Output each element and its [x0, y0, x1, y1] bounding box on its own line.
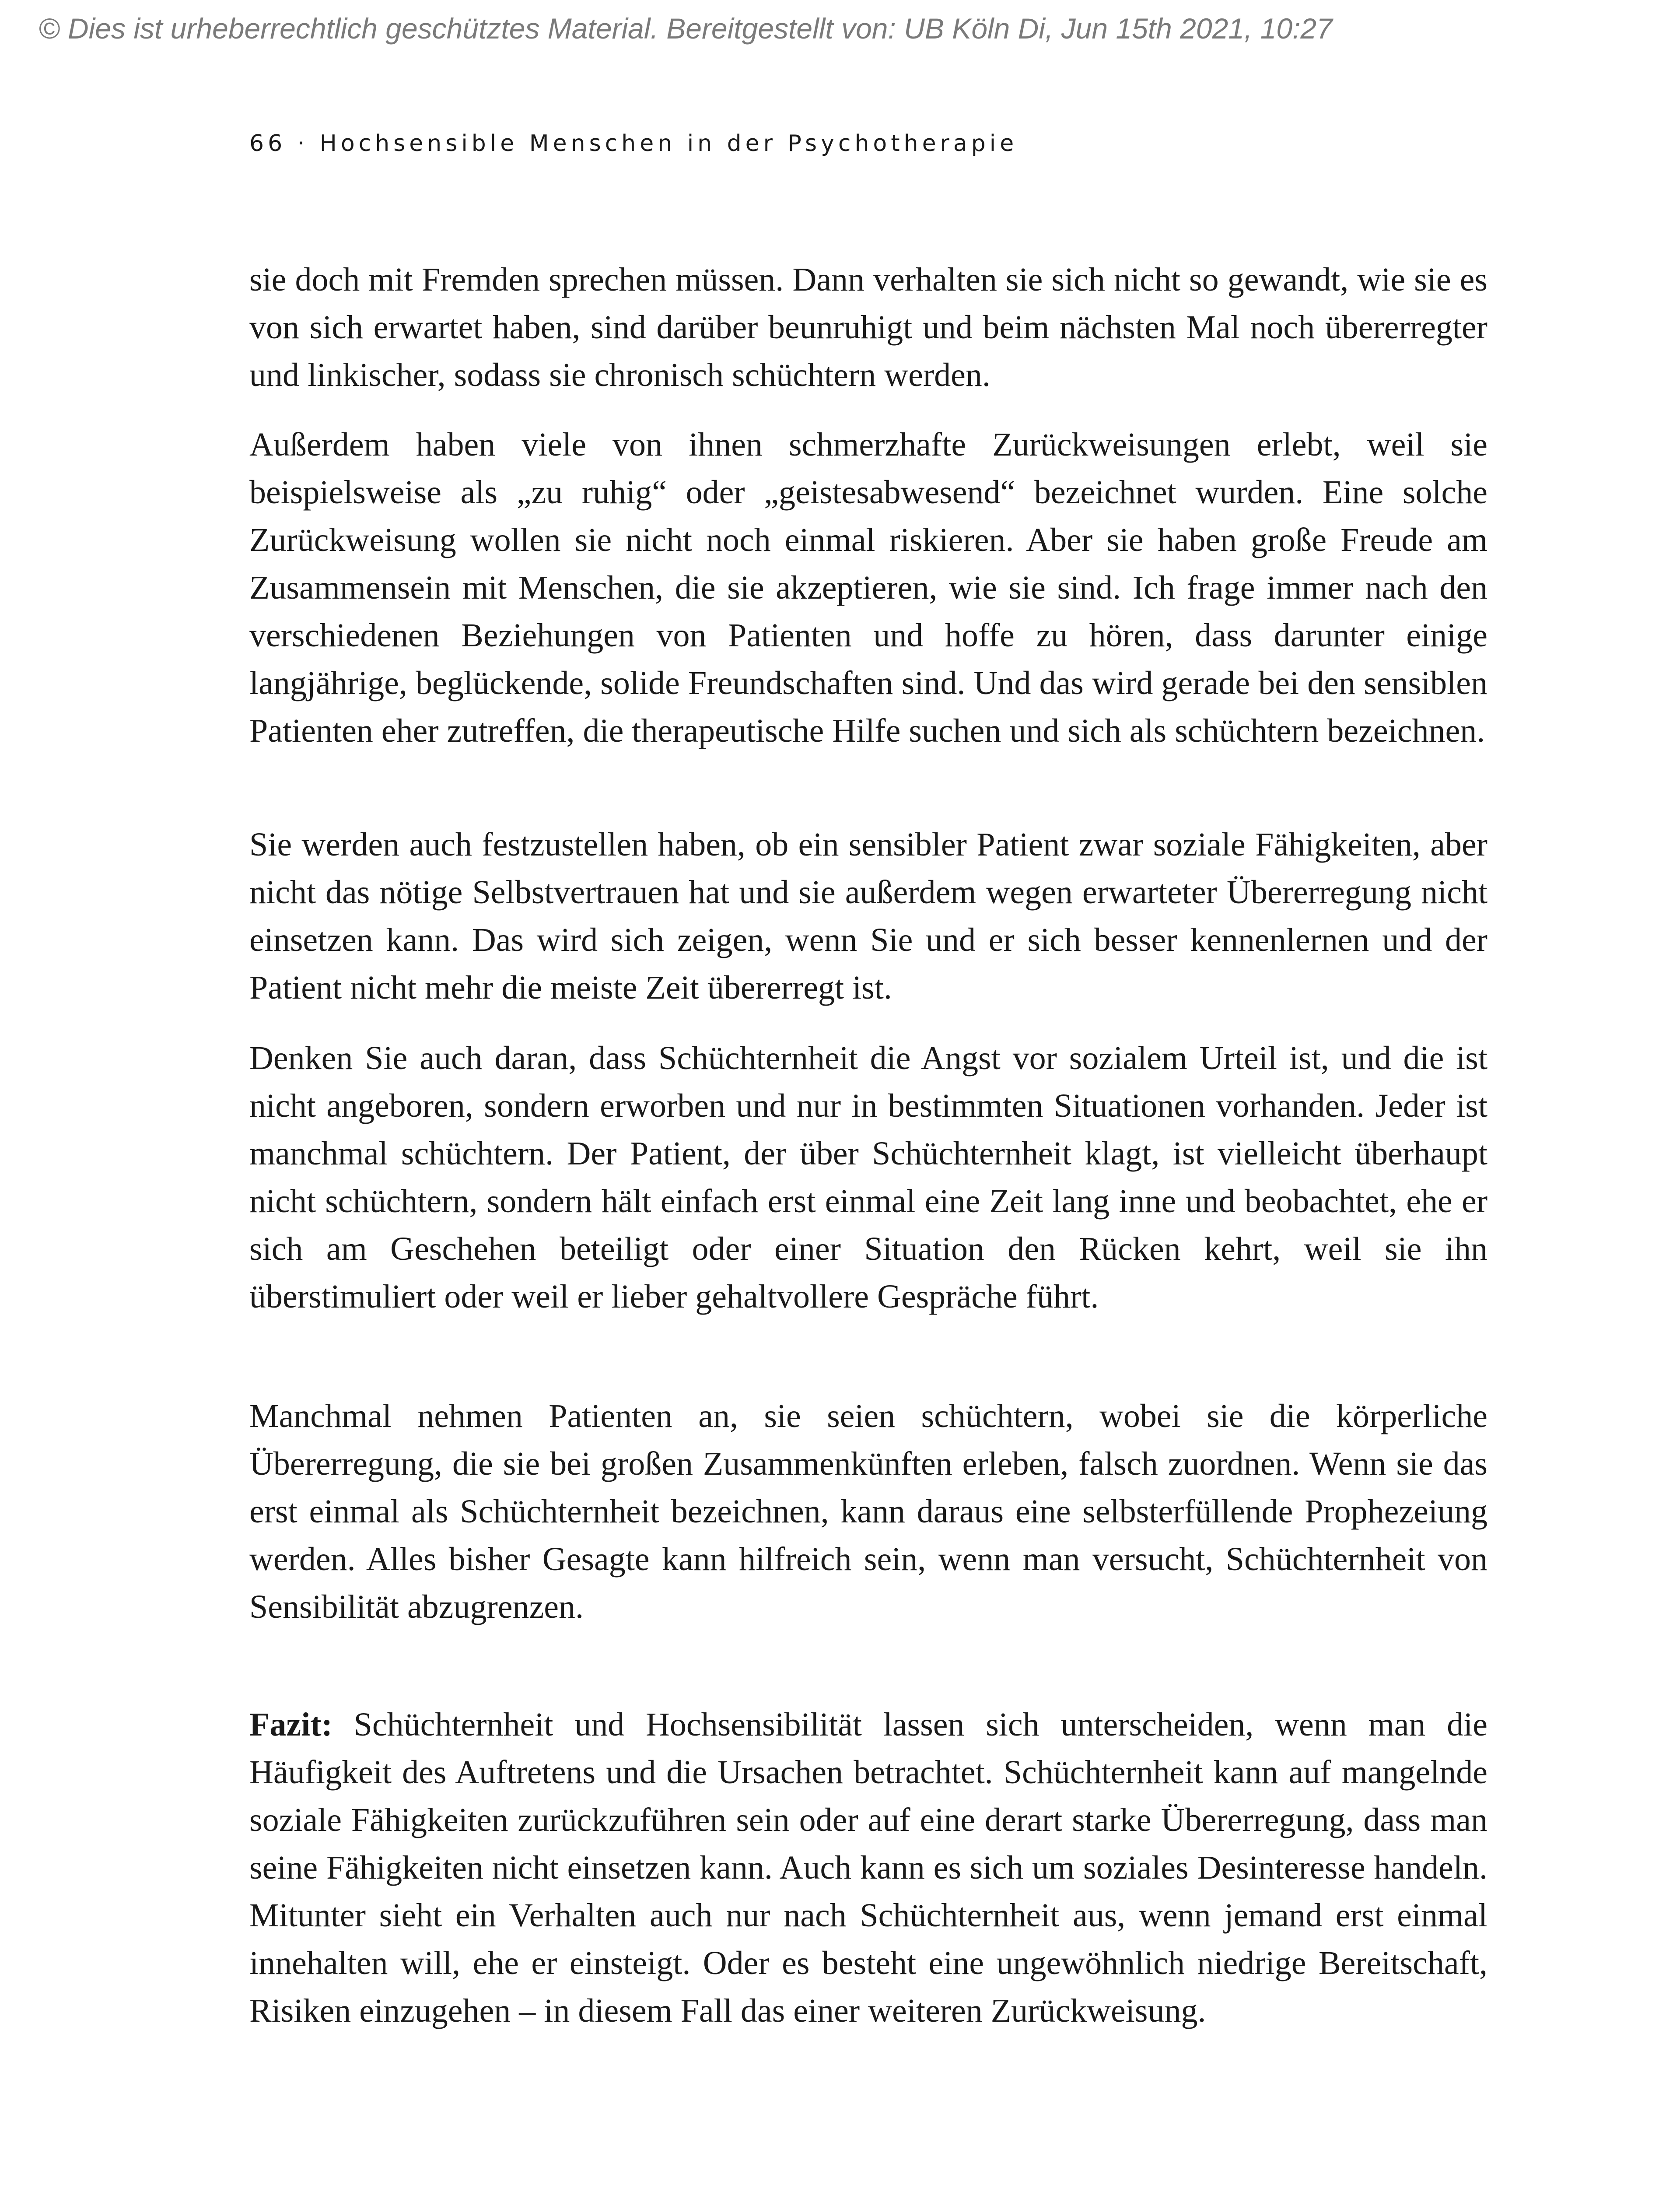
running-head: 66 · Hochsensible Menschen in der Psychotherapie [249, 130, 1018, 157]
paragraph: Manchmal nehmen Patienten an, sie seien schüchtern, wobei sie die körperliche Übererregung, die sie bei großen Zusammenkünften erleben, falsch zuordnen. Wenn sie das erst einmal als Schüchternheit bezeichnen, kann daraus eine selbsterfüllende Prophezeiung werden. Alles bisher Gesagte kann hilfreich sein, wenn man versucht, Schüchternheit von Sensibilität abzugrenzen. [249, 1398, 1488, 1625]
fazit-label: Fazit: [249, 1706, 332, 1743]
paragraph: Sie werden auch festzustellen haben, ob ein sensibler Patient zwar soziale Fähigkeiten, aber nicht das nötige Selbstvertrauen hat und sie außerdem wegen erwarteter Übererregung nicht einsetzen kann. Das wird sich zeigen, wenn Sie und er sich besser kennenlernen und der Patient nicht mehr die meiste Zeit übererregt ist. [249, 826, 1488, 1006]
paragraph: Außerdem haben viele von ihnen schmerzhafte Zurückweisungen erlebt, weil sie beispielsweise als „zu ruhig“ oder „geistesabwesend“ bezeichnet wurden. Eine solche Zurückweisung wollen sie nicht noch einmal riskieren. Aber sie haben große Freude am Zusammensein mit Menschen, die sie akzeptieren, wie sie sind. Ich frage immer nach den verschiedenen Beziehungen von Patienten und hoffe zu hören, dass darunter einige langjährige, beglückende, solide Freundschaften sind. Und das wird gerade bei den sensiblen Patienten eher zutreffen, die therapeutische Hilfe suchen und sich als schüchtern bezeichnen. [249, 426, 1488, 749]
paragraph: sie doch mit Fremden sprechen müssen. Dann verhalten sie sich nicht so gewandt, wie sie es von sich erwartet haben, sind darüber beunruhigt und beim nächsten Mal noch übererregter und linkischer, sodass sie chronisch schüchtern werden. [249, 261, 1488, 393]
fazit-text: Schüchternheit und Hochsensibilität lassen sich unterscheiden, wenn man die Häufigkeit des Auftretens und die Ursachen betrachtet. Schüchternheit kann auf mangelnde soziale Fähigkeiten zurückzuführen sein oder auf eine derart starke Übererregung, dass man seine Fähigkeiten nicht einsetzen kann. Auch kann es sich um soziales Desinteresse handeln. Mitunter sieht ein Verhalten auch nur nach Schüchternheit aus, wenn jemand erst einmal innehalten will, ehe er einsteigt. Oder es besteht eine ungewöhnlich niedrige Bereitschaft, Risiken einzugehen – in diesem Fall das einer weiteren Zurückweisung. [249, 1706, 1488, 2029]
paragraph: Denken Sie auch daran, dass Schüchternheit die Angst vor sozialem Urteil ist, und die ist nicht angeboren, sondern erworben und nur in bestimmten Situationen vorhanden. Jeder ist manchmal schüchtern. Der Patient, der über Schüchternheit klagt, ist vielleicht überhaupt nicht schüchtern, sondern hält einfach erst einmal eine Zeit lang inne und beobachtet, ehe er sich am Geschehen beteiligt oder einer Situation den Rücken kehrt, weil sie ihn überstimuliert oder weil er lieber gehaltvollere Gespräche führt. [249, 1040, 1488, 1315]
fazit-paragraph [249, 1701, 1488, 2035]
copyright-watermark: © Dies ist urheberrechtlich geschütztes Material. Bereitgestellt von: UB Köln Di, Jun 15th 2021, 10:27 [38, 12, 1333, 45]
